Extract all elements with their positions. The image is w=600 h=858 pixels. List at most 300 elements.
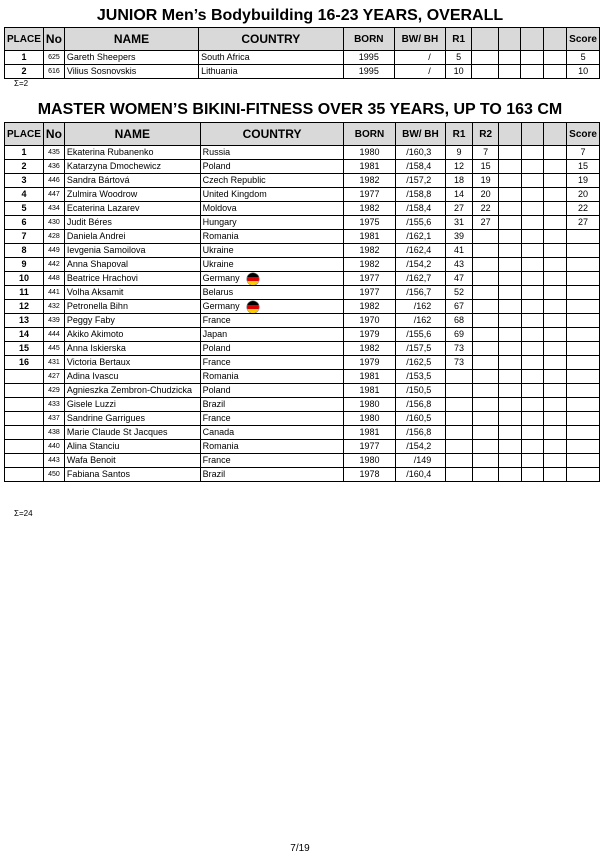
- table-row: [5, 342, 600, 356]
- empty-cell: [521, 342, 543, 356]
- start-number-cell: 441: [43, 286, 64, 300]
- country-cell: [200, 426, 344, 440]
- place-cell: 11: [5, 286, 44, 300]
- r1-cell: [446, 412, 473, 426]
- bw-bh-cell: /157,5: [395, 342, 446, 356]
- athlete-name-cell: Ecaterina Lazarev: [64, 202, 200, 216]
- empty-cell: [499, 328, 521, 342]
- country-text: France: [202, 413, 231, 423]
- place-cell: [5, 412, 44, 426]
- place-cell: [5, 440, 44, 454]
- score-cell: [567, 356, 600, 370]
- empty-cell: [499, 258, 521, 272]
- empty-cell: [521, 286, 543, 300]
- col-header-name: NAME: [64, 123, 200, 146]
- r1-cell: 10: [445, 65, 472, 79]
- r2-cell: 20: [472, 188, 499, 202]
- bw-bh-cell: /158,4: [395, 202, 446, 216]
- athlete-name-cell: Agnieszka Zembron-Chudzicka: [64, 384, 200, 398]
- table-row: [5, 65, 600, 79]
- table-row: [5, 216, 600, 230]
- athlete-name-cell: Anna Iskierska: [64, 342, 200, 356]
- r2-cell: [472, 384, 499, 398]
- empty-cell: [521, 51, 543, 65]
- country-cell: [200, 342, 344, 356]
- born-cell: 1979: [344, 356, 395, 370]
- country-text: Romania: [202, 231, 239, 241]
- bw-bh-cell: /156,8: [395, 426, 446, 440]
- country-text: Belarus: [202, 287, 234, 297]
- empty-cell: [521, 188, 543, 202]
- r1-cell: 43: [446, 258, 473, 272]
- empty-cell: [521, 65, 543, 79]
- empty-cell: [543, 398, 566, 412]
- r1-cell: 12: [446, 160, 473, 174]
- born-cell: 1982: [344, 174, 395, 188]
- empty-cell: [521, 356, 543, 370]
- col-header-empty: [543, 123, 566, 146]
- start-number-cell: 449: [43, 244, 64, 258]
- country-text: Romania: [202, 371, 239, 381]
- col-header-empty: [521, 123, 543, 146]
- country-text: South Africa: [201, 52, 250, 62]
- country-text: France: [202, 455, 231, 465]
- athlete-name-cell: Akiko Akimoto: [64, 328, 200, 342]
- table-row: [5, 356, 600, 370]
- master-count: Σ=24: [14, 509, 33, 518]
- col-header-score: Score: [567, 123, 600, 146]
- r2-cell: [472, 300, 499, 314]
- r2-cell: [472, 426, 499, 440]
- col-header-r2: R2: [472, 123, 499, 146]
- empty-cell: [499, 244, 521, 258]
- country-cell: [200, 468, 344, 482]
- bw-bh-cell: /156,8: [395, 398, 446, 412]
- place-cell: 9: [5, 258, 44, 272]
- r1-cell: 5: [445, 51, 472, 65]
- bw-bh-cell: /154,2: [395, 258, 446, 272]
- start-number-cell: 447: [43, 188, 64, 202]
- born-cell: 1981: [344, 384, 395, 398]
- col-header-no: No: [43, 28, 64, 51]
- place-cell: [5, 398, 44, 412]
- empty-cell: [499, 384, 521, 398]
- country-text: Romania: [202, 441, 239, 451]
- empty-cell: [521, 370, 543, 384]
- empty-cell: [499, 342, 521, 356]
- empty-cell: [499, 272, 521, 286]
- score-cell: [567, 314, 600, 328]
- r1-cell: 67: [446, 300, 473, 314]
- born-cell: 1980: [344, 412, 395, 426]
- athlete-name-cell: Sandrine Garrigues: [64, 412, 200, 426]
- empty-cell: [543, 356, 566, 370]
- r2-cell: [472, 272, 499, 286]
- table-row: [5, 440, 600, 454]
- country-text: Czech Republic: [202, 175, 266, 185]
- country-cell: [200, 160, 344, 174]
- col-header-country: COUNTRY: [199, 28, 344, 51]
- r1-cell: 14: [446, 188, 473, 202]
- r2-cell: [472, 65, 498, 79]
- table-row: [5, 314, 600, 328]
- country-text: Germany: [202, 273, 240, 283]
- country-cell: [200, 398, 344, 412]
- bw-bh-cell: /150,5: [395, 384, 446, 398]
- r2-cell: [472, 314, 499, 328]
- empty-cell: [498, 51, 520, 65]
- country-text: Hungary: [202, 217, 237, 227]
- r2-cell: 19: [472, 174, 499, 188]
- table-header-row: [5, 123, 600, 146]
- country-cell: [200, 370, 344, 384]
- bw-bh-cell: /160,5: [395, 412, 446, 426]
- col-header-place: PLACE: [5, 28, 44, 51]
- r2-cell: [472, 328, 499, 342]
- start-number-cell: 429: [43, 384, 64, 398]
- col-header-r2: [472, 28, 498, 51]
- empty-cell: [543, 65, 566, 79]
- athlete-name-cell: Fabiana Santos: [64, 468, 200, 482]
- country-cell: [200, 384, 344, 398]
- start-number-cell: 445: [43, 342, 64, 356]
- born-cell: 1981: [344, 426, 395, 440]
- place-cell: 3: [5, 174, 44, 188]
- start-number-cell: 446: [43, 174, 64, 188]
- r2-cell: [472, 412, 499, 426]
- place-cell: 1: [5, 146, 44, 160]
- place-cell: 4: [5, 188, 44, 202]
- born-cell: 1970: [344, 314, 395, 328]
- score-cell: [567, 398, 600, 412]
- empty-cell: [543, 174, 566, 188]
- table-row: [5, 258, 600, 272]
- table-row: [5, 174, 600, 188]
- empty-cell: [543, 51, 566, 65]
- empty-cell: [521, 454, 543, 468]
- empty-cell: [521, 230, 543, 244]
- score-cell: [567, 258, 600, 272]
- empty-cell: [543, 314, 566, 328]
- score-cell: [567, 370, 600, 384]
- r2-cell: [472, 244, 499, 258]
- country-cell: [200, 174, 344, 188]
- empty-cell: [543, 160, 566, 174]
- athlete-name-cell: Beatrice Hrachovi: [64, 272, 200, 286]
- junior-section-title: JUNIOR Men’s Bodybuilding 16-23 YEARS, OVERALL: [96, 7, 504, 24]
- col-header-born: BORN: [344, 123, 395, 146]
- col-header-empty: [543, 28, 566, 51]
- r1-cell: 9: [446, 146, 473, 160]
- athlete-name-cell: Wafa Benoit: [64, 454, 200, 468]
- col-header-score: Score: [567, 28, 600, 51]
- r2-cell: [472, 440, 499, 454]
- r1-cell: 47: [446, 272, 473, 286]
- born-cell: 1995: [343, 65, 394, 79]
- r1-cell: [446, 440, 473, 454]
- country-cell: [200, 314, 344, 328]
- start-number-cell: 435: [43, 146, 64, 160]
- country-text: Poland: [202, 343, 231, 353]
- master-results-table: [4, 122, 600, 482]
- bw-bh-cell: /156,7: [395, 286, 446, 300]
- empty-cell: [498, 65, 520, 79]
- start-number-cell: 432: [43, 300, 64, 314]
- col-header-r1: R1: [445, 28, 472, 51]
- start-number-cell: 427: [43, 370, 64, 384]
- country-text: Japan: [202, 329, 228, 339]
- athlete-name-cell: Ievgenia Samoilova: [64, 244, 200, 258]
- empty-cell: [521, 468, 543, 482]
- bw-bh-cell: /162,7: [395, 272, 446, 286]
- r2-cell: 22: [472, 202, 499, 216]
- place-cell: 1: [5, 51, 44, 65]
- start-number-cell: 436: [43, 160, 64, 174]
- table-row: [5, 188, 600, 202]
- col-header-no: No: [43, 123, 64, 146]
- athlete-name-cell: Alina Stanciu: [64, 440, 200, 454]
- born-cell: 1980: [344, 398, 395, 412]
- score-cell: 22: [567, 202, 600, 216]
- score-cell: [567, 244, 600, 258]
- place-cell: [5, 454, 44, 468]
- start-number-cell: 438: [43, 426, 64, 440]
- table-row: [5, 244, 600, 258]
- empty-cell: [521, 244, 543, 258]
- bw-bh-cell: /162: [395, 314, 446, 328]
- empty-cell: [543, 202, 566, 216]
- place-cell: 8: [5, 244, 44, 258]
- r1-cell: 52: [446, 286, 473, 300]
- athlete-name-cell: Volha Aksamit: [64, 286, 200, 300]
- score-cell: [567, 440, 600, 454]
- col-header-country: COUNTRY: [200, 123, 344, 146]
- score-cell: [567, 300, 600, 314]
- country-cell: [200, 454, 344, 468]
- athlete-name-cell: Anna Shapoval: [64, 258, 200, 272]
- page-number: 7/19: [290, 843, 310, 854]
- country-text: Canada: [202, 427, 235, 437]
- start-number-cell: 431: [43, 356, 64, 370]
- empty-cell: [543, 328, 566, 342]
- r2-cell: [472, 370, 499, 384]
- bw-bh-cell: /160,4: [395, 468, 446, 482]
- r1-cell: 31: [446, 216, 473, 230]
- empty-cell: [543, 258, 566, 272]
- start-number-cell: 450: [43, 468, 64, 482]
- born-cell: 1982: [344, 342, 395, 356]
- place-cell: 12: [5, 300, 44, 314]
- born-cell: 1981: [344, 370, 395, 384]
- table-header-row: [5, 28, 600, 51]
- athlete-name-cell: Katarzyna Dmochewicz: [64, 160, 200, 174]
- place-cell: 14: [5, 328, 44, 342]
- empty-cell: [543, 216, 566, 230]
- empty-cell: [521, 258, 543, 272]
- country-cell: [199, 51, 344, 65]
- r2-cell: [472, 398, 499, 412]
- table-row: [5, 230, 600, 244]
- score-cell: [567, 342, 600, 356]
- r1-cell: [446, 370, 473, 384]
- empty-cell: [543, 286, 566, 300]
- empty-cell: [521, 216, 543, 230]
- country-text: Germany: [202, 301, 240, 311]
- r2-cell: [472, 454, 499, 468]
- empty-cell: [499, 202, 521, 216]
- empty-cell: [543, 272, 566, 286]
- score-cell: [567, 384, 600, 398]
- r1-cell: 39: [446, 230, 473, 244]
- score-cell: [567, 454, 600, 468]
- country-cell: [200, 440, 344, 454]
- r1-cell: [446, 398, 473, 412]
- table-row: [5, 398, 600, 412]
- country-text: United Kingdom: [202, 189, 267, 199]
- start-number-cell: 433: [43, 398, 64, 412]
- r2-cell: [472, 230, 499, 244]
- score-cell: [567, 328, 600, 342]
- empty-cell: [499, 286, 521, 300]
- born-cell: 1982: [344, 244, 395, 258]
- country-cell: [200, 300, 344, 314]
- r1-cell: 18: [446, 174, 473, 188]
- born-cell: 1977: [344, 286, 395, 300]
- bw-bh-cell: /162,4: [395, 244, 446, 258]
- born-cell: 1981: [344, 160, 395, 174]
- place-cell: [5, 370, 44, 384]
- start-number-cell: 437: [43, 412, 64, 426]
- empty-cell: [499, 314, 521, 328]
- score-cell: 15: [567, 160, 600, 174]
- empty-cell: [521, 384, 543, 398]
- empty-cell: [521, 300, 543, 314]
- bw-bh-cell: /: [395, 51, 446, 65]
- score-cell: [567, 272, 600, 286]
- country-text: Lithuania: [201, 66, 238, 76]
- r1-cell: 69: [446, 328, 473, 342]
- score-cell: [567, 412, 600, 426]
- germany-flag-icon: [247, 301, 259, 313]
- empty-cell: [521, 426, 543, 440]
- place-cell: 15: [5, 342, 44, 356]
- bw-bh-cell: /155,6: [395, 328, 446, 342]
- country-cell: [199, 65, 344, 79]
- empty-cell: [521, 398, 543, 412]
- born-cell: 1977: [344, 272, 395, 286]
- col-header-empty: [499, 123, 521, 146]
- bw-bh-cell: /149: [395, 454, 446, 468]
- bw-bh-cell: /158,8: [395, 188, 446, 202]
- place-cell: 5: [5, 202, 44, 216]
- place-cell: [5, 384, 44, 398]
- bw-bh-cell: /162,5: [395, 356, 446, 370]
- athlete-name-cell: Sandra Bártová: [64, 174, 200, 188]
- athlete-name-cell: Adina Ivascu: [64, 370, 200, 384]
- table-row: [5, 202, 600, 216]
- empty-cell: [499, 160, 521, 174]
- r2-cell: [472, 356, 499, 370]
- athlete-name-cell: Victoria Bertaux: [64, 356, 200, 370]
- score-cell: [567, 426, 600, 440]
- start-number-cell: 625: [43, 51, 64, 65]
- r2-cell: [472, 342, 499, 356]
- born-cell: 1982: [344, 300, 395, 314]
- table-row: [5, 300, 600, 314]
- empty-cell: [543, 146, 566, 160]
- bw-bh-cell: /: [395, 65, 446, 79]
- score-cell: 5: [567, 51, 600, 65]
- r1-cell: 73: [446, 356, 473, 370]
- junior-results-table: [4, 27, 600, 79]
- col-header-place: PLACE: [5, 123, 44, 146]
- r1-cell: [446, 468, 473, 482]
- country-text: France: [202, 315, 231, 325]
- empty-cell: [543, 454, 566, 468]
- empty-cell: [521, 314, 543, 328]
- empty-cell: [499, 356, 521, 370]
- country-cell: [200, 188, 344, 202]
- born-cell: 1979: [344, 328, 395, 342]
- born-cell: 1981: [344, 230, 395, 244]
- empty-cell: [521, 174, 543, 188]
- empty-cell: [543, 412, 566, 426]
- empty-cell: [543, 440, 566, 454]
- athlete-name-cell: Daniela Andrei: [64, 230, 200, 244]
- empty-cell: [521, 272, 543, 286]
- score-cell: 27: [567, 216, 600, 230]
- athlete-name-cell: Gareth Sheepers: [64, 51, 198, 65]
- place-cell: 13: [5, 314, 44, 328]
- country-cell: [200, 328, 344, 342]
- col-header-r1: R1: [446, 123, 473, 146]
- r1-cell: [446, 384, 473, 398]
- junior-count: Σ=2: [14, 79, 29, 88]
- r1-cell: [446, 454, 473, 468]
- empty-cell: [543, 244, 566, 258]
- r2-cell: 15: [472, 160, 499, 174]
- empty-cell: [521, 146, 543, 160]
- table-row: [5, 412, 600, 426]
- r2-cell: [472, 51, 498, 65]
- r2-cell: 7: [472, 146, 499, 160]
- place-cell: 2: [5, 65, 44, 79]
- country-cell: [200, 202, 344, 216]
- bw-bh-cell: /162: [395, 300, 446, 314]
- country-text: Poland: [202, 161, 231, 171]
- empty-cell: [499, 370, 521, 384]
- country-text: France: [202, 357, 231, 367]
- country-cell: [200, 356, 344, 370]
- start-number-cell: 616: [43, 65, 64, 79]
- score-cell: 20: [567, 188, 600, 202]
- born-cell: 1982: [344, 258, 395, 272]
- athlete-name-cell: Ekaterina Rubanenko: [64, 146, 200, 160]
- empty-cell: [499, 216, 521, 230]
- country-cell: [200, 216, 344, 230]
- table-row: [5, 468, 600, 482]
- empty-cell: [499, 426, 521, 440]
- bw-bh-cell: /155,6: [395, 216, 446, 230]
- empty-cell: [543, 230, 566, 244]
- r1-cell: 27: [446, 202, 473, 216]
- athlete-name-cell: Peggy Faby: [64, 314, 200, 328]
- born-cell: 1975: [344, 216, 395, 230]
- empty-cell: [499, 398, 521, 412]
- country-cell: [200, 272, 344, 286]
- table-row: [5, 286, 600, 300]
- country-cell: [200, 146, 344, 160]
